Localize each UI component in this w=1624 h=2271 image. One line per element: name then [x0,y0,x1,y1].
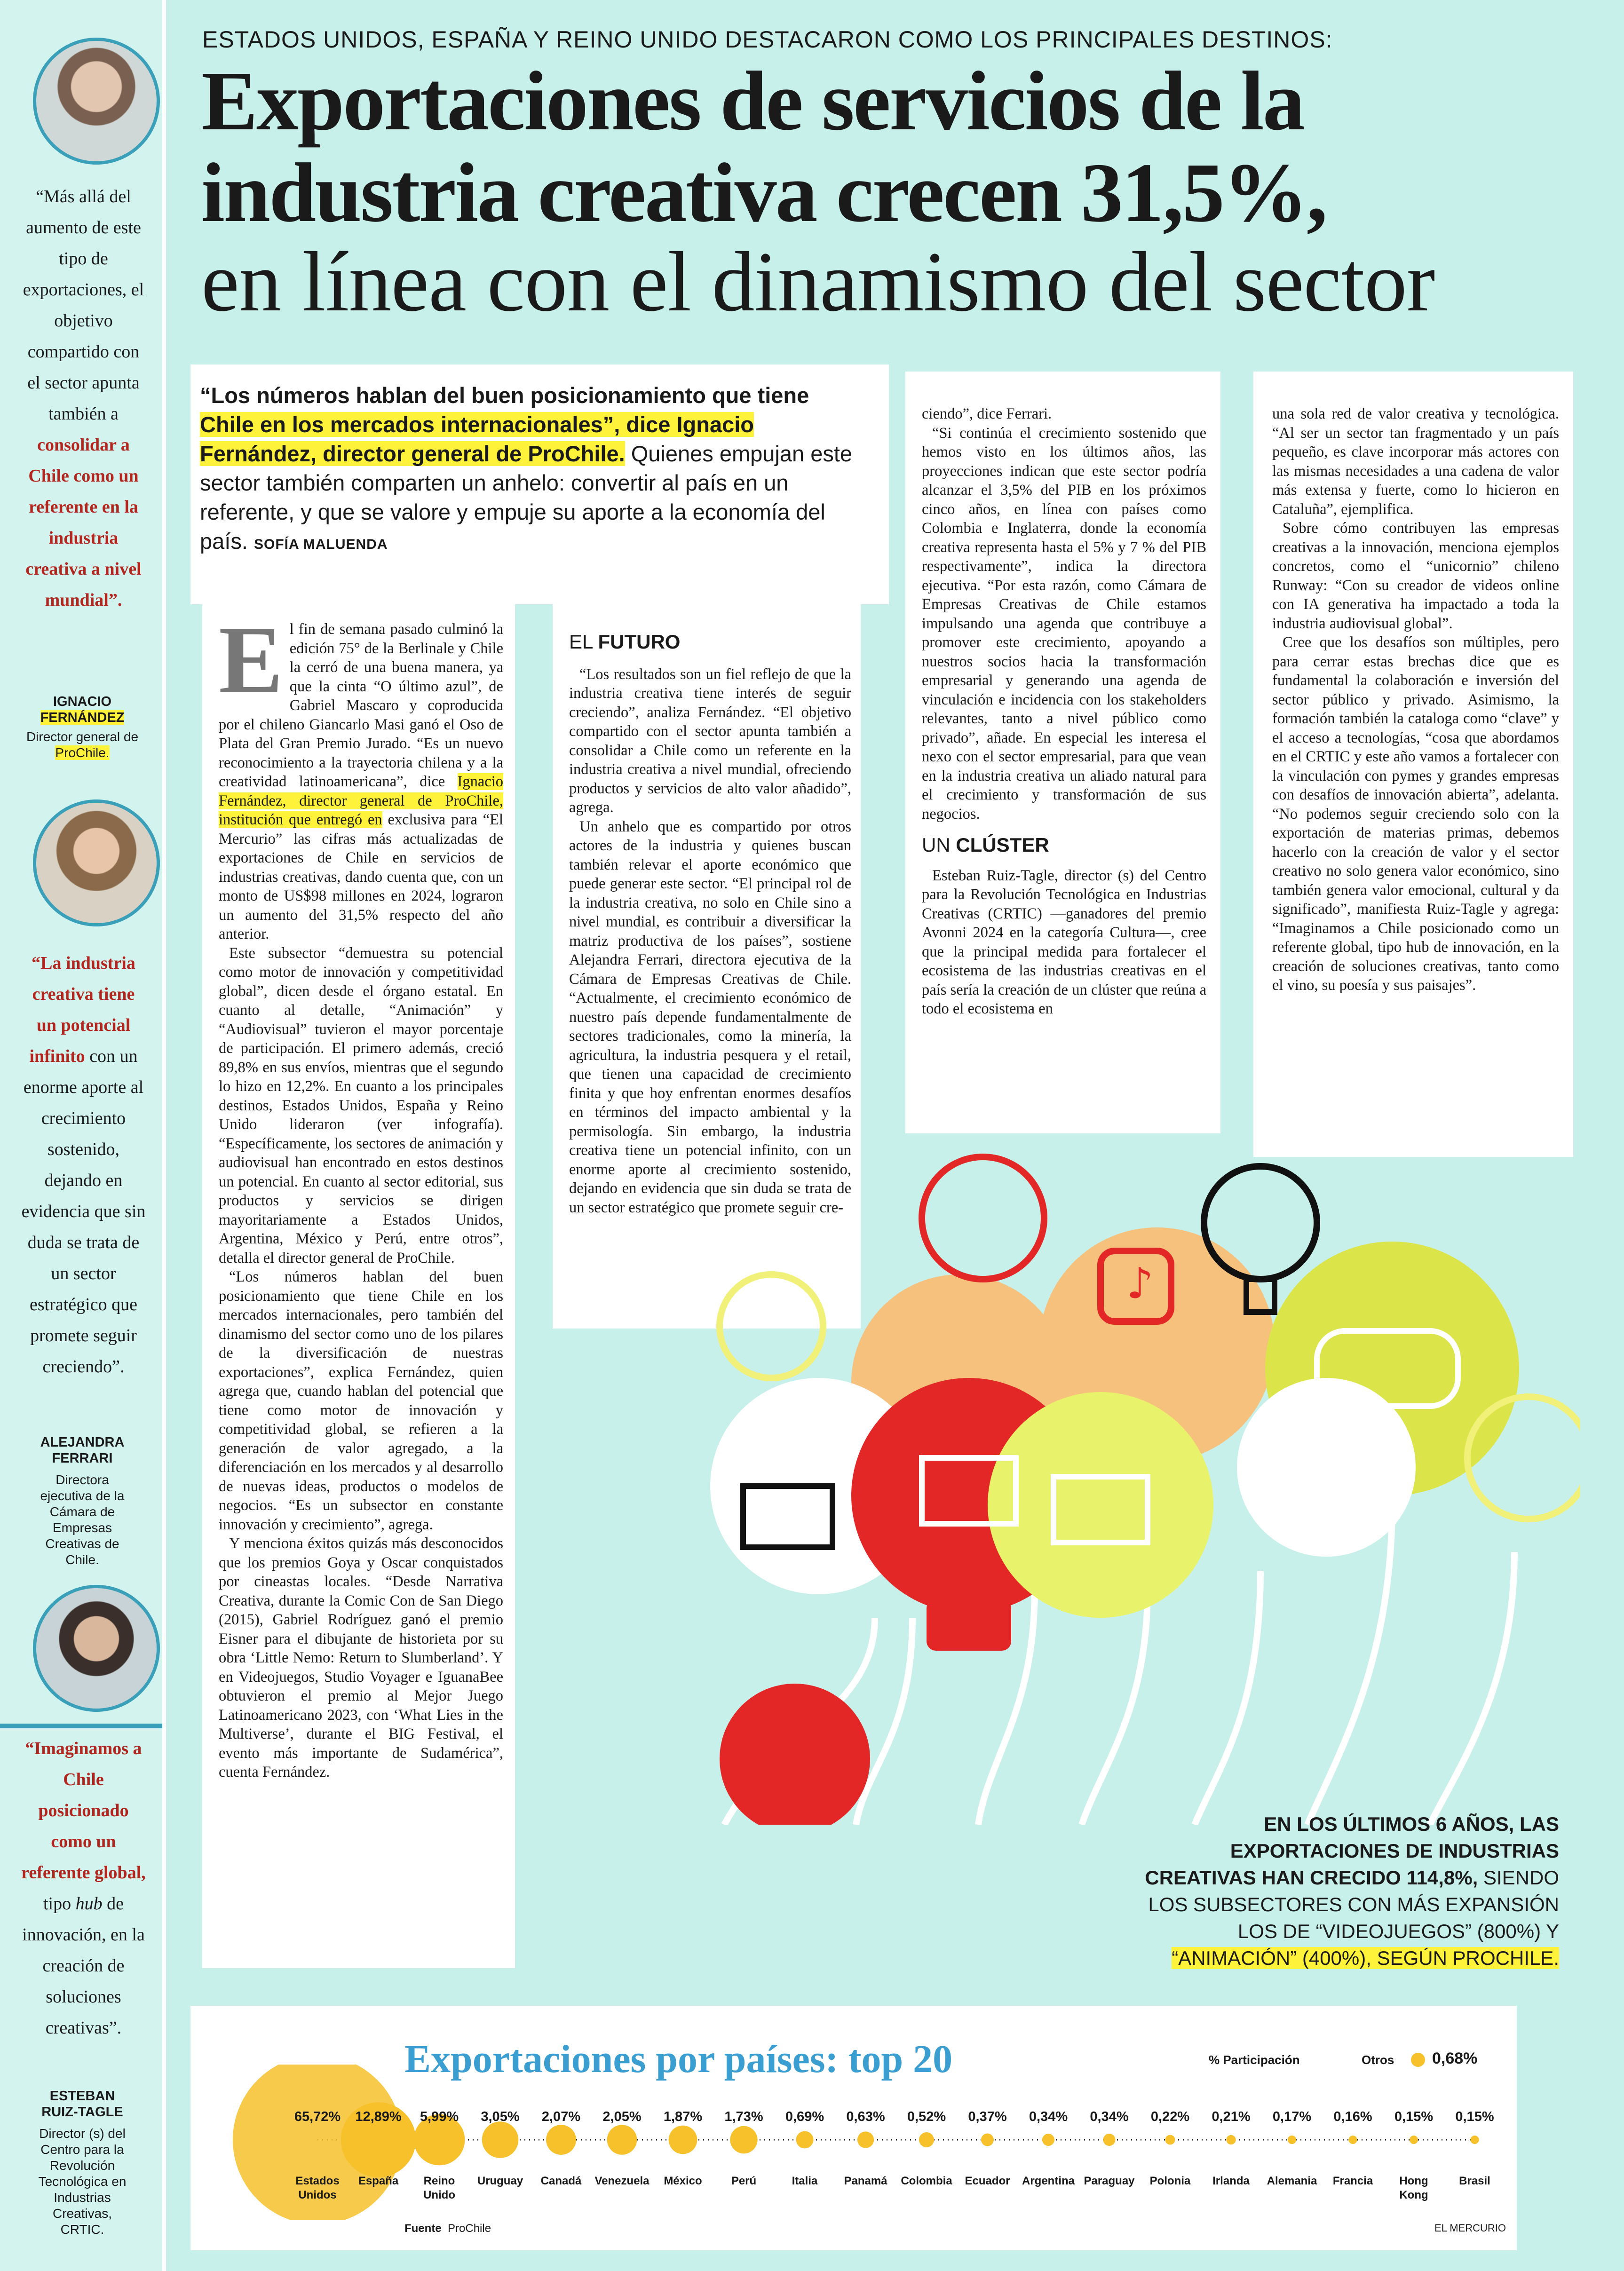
column-4-text: una sola red de valor creativa y tecnológica. “Al ser un sector tan fragmentado y un país pequeño, es clave incorporar más actores con las mismas necesidades a una cadena de valor más extensa y fuerte, como lo hicieron en Cataluña”, ejemplifica. Sobre cómo contribuyen las empresas creativas a la innovación, menciona ejemplos concretos, como el “unicornio” chileno Runway: “Con su creador de videos online con IA generativa ha impactado a toda la industria audiovisual global”. Cree que los desafíos son múltiples, pero para cerrar estas brechas dice que es fundamental la colaboración e inversión del sector público y privado. Asimismo, la formación también la cataloga como “clave” y el acceso a tecnologías, “cosa que abordamos en el CRTIC y este año vamos a fortalecer con la vinculación con pymes y grandes empresas con desafíos de innovación abierta”, adelanta. “No podemos seguir creciendo solo con la exportación de materias primas, debemos hacerlo con la creación de valor y el sector creativo no solo genera valor económico, sino también genera valor emocional, cultural y da significado”, manifiesta Ruiz-Tagle y agrega: “Imaginamos a Chile posicionado como un referente global, tipo hub de innovación, en la creación de soluciones creativas, tanto como el vino, su poesía y sus paisajes”. [1272,405,1559,994]
category-label-9: Italia [792,2175,818,2187]
column-3-text: ciendo”, dice Ferrari. “Si continúa el crecimiento sostenido que hemos visto en los últimos años, las proyecciones indican que este sector podría alcanzar el 3,5% del PIB en los próximos cinco años, en línea con países como Colombia e Inglaterra, donde la economía creativa representa hasta el 5% y 7 % del PIB respectivamente”, indica la directora ejecutiva. “Por esta razón, como Cámara de Empresas Creativas de Chile estamos impulsando una agenda que contribuye a promover este crecimiento, apoyando a nuestros socios hacia la transformación empresarial y generando una agenda de vinculación e incidencia con los stakeholders relevantes, tanto a nivel público como privado”, añade. En especial les interesa el nexo con el sector empresarial, para que vean en la industria creativa un aliado natural para el crecimiento y transformación de sus negocios. UN CLÚSTER Esteban Ruiz-Tagle, director (s) del Centro para la Revolución Tecnológica en Industrias Creativas (CRTIC) —ganadores del premio Avonni 2024 en la categoría Cultura—, cree que la principal medida para fortalecer el ecosistema de las industrias creativas en el país sería la creación de un clúster que reúna a todo el ecosistema en [922,405,1206,1017]
value-label-18: 0,16% [1333,2109,1372,2124]
chart-title: Exportaciones por países: top 20 [404,2037,953,2081]
category-label-20: Brasil [1459,2175,1490,2187]
category-label-19: Hong [1399,2175,1428,2187]
value-label-10: 0,63% [846,2109,885,2124]
value-label-15: 0,22% [1150,2109,1190,2124]
kicker: ESTADOS UNIDOS, ESPAÑA Y REINO UNIDO DESTACARON COMO LOS PRINCIPALES DESTINOS: [202,26,1333,53]
category-label-16: Irlanda [1212,2175,1250,2187]
column-1-text: E l fin de semana pasado culminó la edición 75° de la Berlinale y Chile la cerró de una buena manera, ya que la cinta “O último azul”, de Gabriel Mascaro y coproducida por el chileno Giancarlo Masi ganó el Oso de Plata del Gran Premio Jurado. “Es un nuevo reconocimiento a la trayectoria chilena y a la creatividad latinoamericana”, dice Ignacio Fernández, director general de ProChile, institución que entregó en exclusiva para “El Mercurio” las cifras más actualizadas de exportaciones de Chile en servicios de industrias creativas, dando cuenta que, con un monto de US$98 millones en 2024, lograron un aumento del 31,5% respecto del año anterior. Este subsector “demuestra su potencial como motor de innovación y competitividad global”, dicen desde el órgano estatal. En cuanto al detalle, “Animación” y “Audiovisual” tuvieron el mayor porcentaje de participación. El primero además, creció 89,8% en sus envíos, mientras que el segundo lo hizo en 12,2%. En cuanto a los principales destinos, Estados Unidos, España y Reino Unido lideraron (ver infografía). “Específicamente, los sectores de animación y audiovisual han encontrado en estos destinos un potencial. En cuanto al sector editorial, sus productos y servicios se dirigen mayoritariamente a Estados Unidos, Argentina, México y Perú, entre otros”, detalla el director general de ProChile. “Los números hablan del buen posicionamiento que tiene Chile en los mercados internacionales, pero también del dinamismo del sector como uno de los pilares de la diversificación de nuestras exportaciones”, explica Fernández, quien agrega que, cuando hablan del potencial que tiene como motor de innovación y competitividad global, se refieren a la generación de valor agregado, a la diferenciación en los mercados y al desarrollo de nuevas ideas, productos o modelos de negocios. “Es un subsector en constante innovación y crecimiento”, agrega. Y menciona éxitos quizás más desconocidos que los premios Goya y Oscar conquistados por cineastas locales. “Desde Narrativa Creativa, durante la Comic Con de San Diego (2015), Gabriel Rodríguez ganó el premio Eisner para el dibujante de historieta por su obra ‘Little Nemo: Return to Slumberland’. Y en Videojuegos, Studio Voyager e IguanaBee obtuvieron el premio al Mejor Juego Latinoamericano 2023, con ‘What Lies in the Multiverse’, durante el BIG Festival, el evento más importante de Sudamérica”, cuenta Fernández. [219,607,503,1780]
value-label-8: 1,73% [724,2109,763,2124]
headline-line-2: industria creativa crecen 31,5%, [201,146,1326,239]
quote-ruiz-tagle-role: Director (s) del Centro para la Revolución Tecnológica en Industrias Creativas, CRTIC. [38,2126,127,2237]
value-label-5: 2,07% [541,2109,581,2124]
sidebar-rule [162,0,166,2271]
bubble-10 [857,2131,874,2148]
category-label-17: Alemania [1267,2175,1317,2187]
bubble-6 [607,2125,637,2155]
bubble-4 [482,2121,519,2158]
bubble-18 [1349,2136,1357,2144]
value-label-4: 3,05% [481,2109,520,2124]
quote-fernandez: “Más allá del aumento de este tipo de exportaciones, el objetivo compartido con el sector apunta también a consolidar a Chile como un referente en la industria creativa a nivel mundial”. [23,187,144,610]
value-label-19: 0,15% [1394,2109,1434,2124]
value-label-12: 0,37% [968,2109,1007,2124]
category-label-3: Unido [423,2189,455,2201]
value-label-13: 0,34% [1029,2109,1068,2124]
value-label-3: 5,99% [420,2109,459,2124]
category-label-4: Uruguay [477,2175,523,2187]
quote-fernandez-role: Director general de ProChile. [26,729,139,760]
quote-ferrari-role: Directora ejecutiva de la Cámara de Empresas Creativas de Chile. [40,1472,125,1567]
category-label-3: Reino [423,2175,455,2187]
category-label-12: Ecuador [965,2175,1010,2187]
value-label-14: 0,34% [1090,2109,1129,2124]
bubble-13 [1042,2134,1054,2146]
category-label-14: Paraguay [1084,2175,1135,2187]
bubble-16 [1226,2135,1236,2144]
value-label-11: 0,52% [907,2109,946,2124]
value-label-1: 65,72% [294,2109,341,2124]
lead-text: “Los números hablan del buen posicionamiento que tiene Chile en los mercados internacionales”, dice Ignacio Fernández, director general de ProChile. Quienes empujan este sector también comparten un anhelo: convertir al país en un referente, y que se valore y empuje su aporte a la economía del país. SOFÍA MALUENDA [200,383,853,554]
category-label-7: México [664,2175,702,2187]
chart-other-value: 0,68% [1432,2049,1478,2067]
category-label-5: Canadá [540,2175,582,2187]
fernandez-photo [33,38,160,165]
headline-line-1: Exportaciones de servicios de la [201,54,1304,148]
value-label-20: 0,15% [1455,2109,1494,2124]
bubble-11 [919,2132,934,2147]
bubble-7 [669,2126,697,2154]
value-label-17: 0,17% [1272,2109,1312,2124]
quote-ferrari-name: ALEJANDRA FERRARI [40,1435,125,1466]
bubble-12 [981,2133,994,2146]
chart-legend-label: % Participación [1209,2053,1300,2067]
category-label-15: Polonia [1149,2175,1191,2187]
stats-callout: EN LOS ÚLTIMOS 6 AÑOS, LAS EXPORTACIONES DE INDUSTRIAS CREATIVAS HAN CRECIDO 114,8%, SIENDO LOS SUBSECTORES CON MÁS EXPANSIÓN LOS DE “VIDEOJUEGOS” (800%) Y “ANIMACIÓN” (400%), SEGÚN PROCHILE. [1145,1813,1559,1969]
category-label-1: Estados [295,2175,340,2187]
chart-credit: EL MERCURIO [1434,2222,1506,2234]
exports-chart [190,2065,1517,2220]
category-label-8: Perú [731,2175,757,2187]
quote-ruiz-tagle-name: ESTEBAN RUIZ-TAGLE [41,2089,123,2120]
bubble-19 [1410,2136,1418,2144]
category-label-19: Kong [1399,2189,1428,2201]
ruiz-tagle-photo [33,1585,160,1712]
quote-ferrari: “La industria creativa tiene un potencial infinito con un enorme aporte al crecimiento sostenido, dejando en evidencia que sin duda se trata de un sector estratégico que promete seguir creciendo”. [21,953,146,1377]
value-label-9: 0,69% [785,2109,824,2124]
byline: SOFÍA MALUENDA [254,537,388,552]
value-label-2: 12,89% [355,2109,402,2124]
value-label-7: 1,87% [663,2109,703,2124]
subhead-cluster: UN CLÚSTER [922,834,1049,856]
sidebar [0,0,162,2271]
bubble-5 [546,2125,576,2155]
ferrari-photo [33,799,160,926]
bubble-15 [1165,2135,1175,2145]
value-label-6: 2,05% [602,2109,642,2124]
bubble-8 [730,2126,757,2153]
headline-line-3: en línea con el dinamismo del sector [201,235,1435,329]
category-label-10: Panamá [844,2175,887,2187]
lightbulbs-illustration [630,1100,1580,1825]
category-label-18: Francia [1332,2175,1373,2187]
category-label-13: Argentina [1022,2175,1075,2187]
drop-cap: E [219,607,283,713]
bubble-9 [796,2131,814,2149]
svg-text:♪: ♪ [1126,1259,1154,1308]
chart-source: Fuente ProChile [404,2222,491,2235]
sidebar-divider [0,1724,162,1728]
bubble-14 [1103,2134,1116,2146]
chart-other-label: Otros [1362,2053,1394,2067]
category-label-6: Venezuela [594,2175,650,2187]
column-2-text: EL FUTURO “Los resultados son un fiel reflejo de que la industria creativa tiene interés de seguir creciendo”, analiza Fernández. “El objetivo compartido con el sector apunta también a consolidar a Chile como un referente en la industria creativa a nivel mundial, ofreciendo productos y servicios de alto valor añadido”, agrega. Un anhelo que es compartido por otros actores de la industria y quienes buscan también relevar el aporte económico que puede generar este sector. “El principal rol de la industria creativa, no solo en Chile sino a nivel mundial, es contribuir a diversificar la matriz productiva de los países”, sostiene Alejandra Ferrari, directora ejecutiva de la Cámara de Empresas Creativas de Chile. “Actualmente, el crecimiento económico de nuestro país depende fundamentalmente de sectores tradicionales, como la minería, la agricultura, la industria pesquera y el retail, que tienen una capacidad de crecimiento finita y que hoy enfrentan enormes desafíos en términos del impacto ambiental y la permisología. Sin embargo, la industria creativa tiene un potencial infinito, con un enorme aporte al crecimiento sostenido, dejando en evidencia que sin duda se trata de un sector estratégico que promete seguir cre- [569,631,851,1216]
bubble-20 [1471,2136,1479,2144]
bubble-17 [1288,2136,1296,2144]
value-label-16: 0,21% [1212,2109,1251,2124]
subhead-futuro: EL FUTURO [569,631,681,653]
category-label-1: Unidos [298,2189,337,2201]
category-label-11: Colombia [901,2175,952,2187]
quote-ruiz-tagle: “Imaginamos a Chile posicionado como un referente global, tipo hub de innovación, en la creación de soluciones creativas”. [21,1739,146,2038]
category-label-2: España [358,2175,399,2187]
quote-fernandez-name: IGNACIO FERNÁNDEZ [40,694,125,725]
